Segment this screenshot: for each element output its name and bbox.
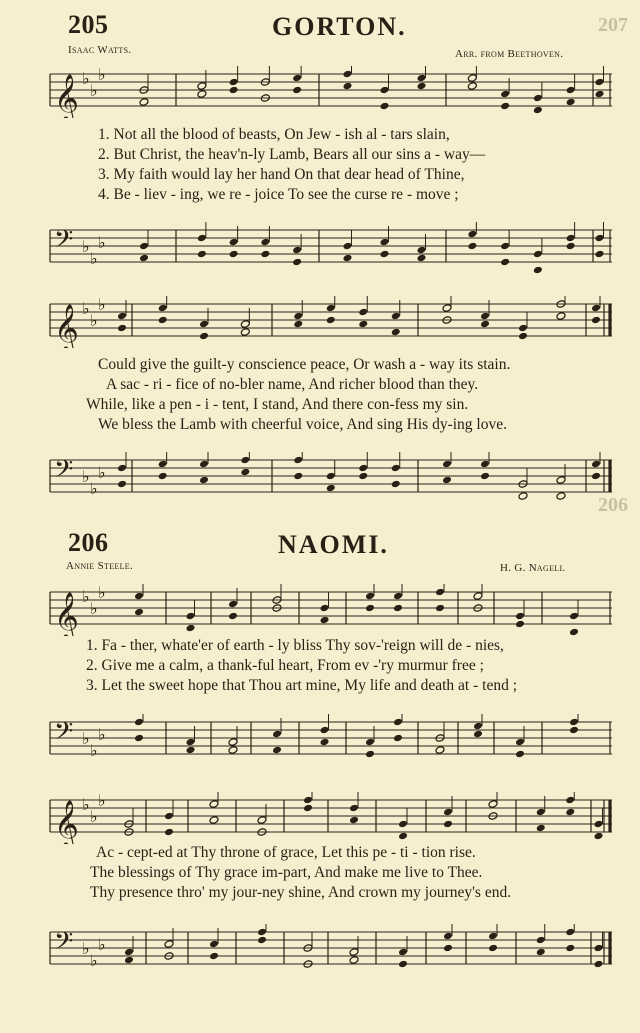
note-head — [199, 460, 209, 469]
flat-icon: ♭ — [90, 951, 98, 970]
note-head — [293, 320, 303, 329]
note-head — [435, 746, 445, 755]
hymn-206-s2-verse-2: The blessings of Thy grace im-part, And make me live to Thee. — [90, 864, 483, 881]
note-head — [349, 948, 359, 957]
note-head — [365, 738, 375, 747]
hymn-205-s2-verse-4: We bless the Lamb with cheerful voice, And sing His dy-ing love. — [98, 416, 507, 433]
note-head — [228, 746, 238, 755]
note-head — [326, 472, 336, 481]
note-head — [566, 234, 576, 243]
note-head — [240, 456, 250, 465]
hymn-206-s2-verse-1: Ac - cept-ed at Thy throne of grace, Let this pe - ti - tion rise. — [96, 844, 476, 861]
note-head — [260, 238, 270, 247]
note-head — [518, 324, 528, 333]
note-head — [272, 746, 282, 755]
hymn-206-s1-verse-2: 2. Give me a calm, a thank-ful heart, From ev -'ry murmur free ; — [86, 657, 484, 674]
note-head — [393, 734, 403, 743]
hymn-205-number: 205 — [68, 10, 109, 39]
note-head — [164, 940, 174, 949]
note-head — [240, 320, 250, 329]
flat-icon: ♭ — [90, 311, 98, 330]
note-head — [117, 324, 127, 333]
note-head — [158, 472, 168, 481]
note-head — [293, 312, 303, 321]
note-head — [467, 230, 477, 239]
note-head — [260, 250, 270, 259]
note-head — [500, 90, 510, 99]
note-head — [500, 258, 510, 267]
note-head — [365, 604, 375, 613]
note-head — [343, 254, 353, 263]
note-head — [326, 484, 336, 493]
note-head — [391, 312, 401, 321]
hymn-205-s1-verse-4: 4. Be - liev - ing, we re - joice To see the curse re - move ; — [98, 186, 459, 203]
note-head — [488, 800, 498, 809]
hymn-206-s1-verse-1: 1. Fa - ther, whate'er of earth - ly bliss Thy sov-'reign will de - nies, — [86, 637, 504, 654]
bass-staff-lines — [46, 924, 618, 976]
flat-icon: ♭ — [82, 795, 90, 814]
note-head — [124, 956, 134, 965]
note-head — [186, 738, 196, 747]
flat-icon: ♭ — [98, 296, 106, 314]
note-head — [536, 948, 546, 957]
hymn-206-system-1-treble — [46, 584, 618, 641]
flat-icon: ♭ — [90, 741, 98, 760]
note-head — [398, 820, 408, 829]
note-head — [380, 250, 390, 259]
note-head — [467, 242, 477, 251]
note-head — [556, 312, 566, 321]
note-head — [488, 944, 498, 953]
note-head — [480, 312, 490, 321]
note-head — [292, 246, 302, 255]
note-head — [158, 304, 168, 313]
note-head — [591, 472, 601, 481]
note-head — [467, 82, 477, 91]
note-head — [197, 90, 207, 99]
bleed-through-number-top: 207 — [598, 14, 628, 36]
hymn-205-s1-verse-1: 1. Not all the blood of beasts, On Jew - ish al - tars slain, — [98, 126, 450, 143]
note-head — [565, 928, 575, 937]
note-head — [565, 808, 575, 817]
note-head — [533, 266, 543, 274]
treble-staff-lines — [46, 584, 618, 636]
note-head — [518, 332, 528, 341]
note-head — [164, 828, 174, 837]
note-head — [443, 808, 453, 817]
note-head — [595, 234, 605, 243]
note-head — [398, 948, 408, 957]
note-head — [500, 102, 510, 111]
note-head — [139, 98, 149, 107]
note-head — [391, 328, 401, 337]
flat-icon: ♭ — [90, 479, 98, 498]
treble-clef-icon: 𝄞 — [54, 73, 79, 118]
treble-clef-icon: 𝄞 — [54, 799, 79, 844]
note-head — [380, 102, 390, 111]
note-head — [566, 242, 576, 251]
note-head — [303, 804, 313, 813]
note-head — [343, 82, 353, 91]
note-head — [199, 476, 209, 485]
note-head — [533, 94, 543, 103]
note-head — [164, 812, 174, 821]
note-head — [199, 320, 209, 329]
note-head — [595, 78, 605, 87]
bass-clef-icon: 𝄢 — [54, 717, 74, 752]
note-head — [594, 820, 604, 829]
note-head — [365, 750, 375, 759]
bass-clef-icon: 𝄢 — [54, 225, 74, 260]
note-head — [435, 604, 445, 613]
note-head — [326, 304, 336, 313]
note-head — [569, 612, 579, 621]
note-head — [417, 82, 427, 91]
treble-staff-lines — [46, 66, 618, 118]
note-head — [417, 246, 427, 255]
hymn-206-s2-verse-3: Thy presence thro' my jour-ney shine, And crown my journey's end. — [90, 884, 512, 901]
flat-icon: ♭ — [82, 237, 90, 256]
hymn-205-author: Isaac Watts. — [68, 44, 132, 56]
flat-icon: ♭ — [82, 587, 90, 606]
flat-icon: ♭ — [98, 463, 106, 482]
note-head — [398, 960, 408, 969]
flat-icon: ♭ — [82, 729, 90, 748]
hymn-206-system-2-treble — [46, 792, 618, 849]
note-head — [343, 70, 353, 79]
note-head — [240, 468, 250, 477]
bass-clef-icon: 𝄢 — [54, 455, 74, 490]
note-head — [380, 238, 390, 247]
hymn-206-system-2-bass — [46, 924, 618, 981]
note-head — [229, 86, 239, 95]
note-head — [533, 106, 543, 115]
note-head — [240, 328, 250, 337]
flat-icon: ♭ — [98, 792, 106, 810]
hymn-206-number: 206 — [68, 528, 109, 557]
note-head — [566, 98, 576, 107]
hymn-205-s2-verse-2: A sac - ri - fice of no-bler name, And richer blood than they. — [106, 376, 479, 393]
note-head — [515, 738, 525, 747]
note-head — [480, 472, 490, 481]
note-head — [518, 492, 528, 501]
note-head — [320, 604, 330, 613]
note-head — [380, 86, 390, 95]
note-head — [117, 312, 127, 321]
note-head — [393, 604, 403, 613]
note-head — [303, 796, 313, 805]
note-head — [139, 242, 149, 251]
hymn-205-system-2-bass — [46, 452, 618, 509]
treble-staff-lines — [46, 792, 618, 844]
note-head — [536, 936, 546, 945]
hymn-206-s1-verse-3: 3. Let the sweet hope that Thou art mine, My life and death at - tend ; — [86, 677, 518, 694]
hymn-205-s2-verse-3: While, like a pen - i - tent, I stand, And there con-fess my sin. — [86, 396, 469, 413]
bass-staff-lines — [46, 222, 618, 274]
note-head — [442, 460, 452, 469]
note-head — [209, 952, 219, 961]
note-head — [515, 620, 525, 629]
flat-icon: ♭ — [98, 233, 106, 252]
note-head — [228, 738, 238, 747]
note-head — [569, 628, 579, 636]
note-head — [566, 86, 576, 95]
bass-clef-icon: 𝄢 — [54, 927, 74, 962]
note-head — [417, 254, 427, 263]
note-head — [358, 472, 368, 481]
note-head — [134, 608, 144, 617]
note-head — [391, 480, 401, 489]
bleed-through-number-mid: 206 — [598, 494, 628, 516]
note-head — [473, 722, 483, 731]
flat-icon: ♭ — [90, 807, 98, 826]
note-head — [358, 320, 368, 329]
flat-icon: ♭ — [82, 939, 90, 958]
note-head — [358, 308, 368, 317]
treble-clef-icon: 𝄞 — [54, 591, 79, 636]
note-head — [117, 464, 127, 473]
note-head — [320, 616, 330, 625]
note-head — [197, 250, 207, 259]
hymn-206-system-1-bass — [46, 714, 618, 771]
hymn-205-title: GORTON. — [272, 12, 407, 41]
note-head — [358, 464, 368, 473]
note-head — [124, 948, 134, 957]
note-head — [209, 816, 219, 825]
note-head — [197, 82, 207, 91]
note-head — [158, 460, 168, 469]
note-head — [473, 592, 483, 601]
note-head — [197, 234, 207, 243]
note-head — [257, 816, 267, 825]
note-head — [595, 250, 605, 259]
note-head — [533, 250, 543, 259]
note-head — [569, 726, 579, 735]
note-head — [515, 612, 525, 621]
note-head — [595, 90, 605, 99]
hymn-206-title: NAOMI. — [278, 530, 389, 559]
note-head — [158, 316, 168, 325]
hymn-206-composer: H. G. Nageli. — [500, 562, 566, 574]
hymn-205-s1-verse-2: 2. But Christ, the heav'n-ly Lamb, Bears all our sins a - way— — [98, 146, 486, 163]
treble-staff-lines — [46, 296, 618, 348]
note-head — [186, 746, 196, 755]
note-head — [229, 250, 239, 259]
note-head — [365, 592, 375, 601]
note-head — [349, 804, 359, 813]
note-head — [594, 960, 604, 969]
note-head — [228, 612, 238, 621]
note-head — [139, 254, 149, 263]
note-head — [186, 612, 196, 621]
note-head — [435, 588, 445, 597]
flat-icon: ♭ — [98, 725, 106, 744]
hymn-205-s1-verse-3: 3. My faith would lay her hand On that dear head of Thine, — [98, 166, 465, 183]
note-head — [594, 832, 604, 841]
note-head — [442, 476, 452, 485]
note-head — [186, 624, 196, 633]
note-head — [293, 456, 303, 465]
note-head — [536, 824, 546, 833]
note-head — [500, 242, 510, 251]
note-head — [467, 74, 477, 83]
note-head — [391, 464, 401, 473]
note-head — [272, 730, 282, 739]
note-head — [556, 476, 566, 485]
note-head — [292, 74, 302, 83]
hymn-205-system-1-bass — [46, 222, 618, 279]
note-head — [343, 242, 353, 251]
note-head — [480, 320, 490, 329]
note-head — [442, 304, 452, 313]
note-head — [229, 238, 239, 247]
note-head — [134, 592, 144, 601]
note-head — [292, 86, 302, 95]
note-head — [292, 258, 302, 267]
note-head — [443, 932, 453, 941]
note-head — [488, 932, 498, 941]
flat-icon: ♭ — [90, 249, 98, 268]
flat-icon: ♭ — [90, 599, 98, 618]
note-head — [417, 74, 427, 83]
bass-staff-lines — [46, 452, 618, 504]
note-head — [591, 460, 601, 469]
flat-icon: ♭ — [98, 935, 106, 954]
note-head — [349, 816, 359, 825]
note-head — [199, 332, 209, 341]
note-head — [117, 480, 127, 489]
note-head — [393, 592, 403, 601]
note-head — [326, 316, 336, 325]
flat-icon: ♭ — [90, 81, 98, 100]
hymn-205-system-2-treble — [46, 296, 618, 353]
note-head — [134, 734, 144, 743]
hymn-205-composer: Arr. from Beethoven. — [455, 48, 564, 60]
note-head — [565, 944, 575, 953]
note-head — [293, 472, 303, 481]
flat-icon: ♭ — [98, 584, 106, 602]
note-head — [228, 600, 238, 609]
hymn-205-system-1-treble — [46, 66, 618, 123]
note-head — [320, 738, 330, 747]
note-head — [257, 936, 267, 945]
note-head — [443, 820, 453, 829]
note-head — [257, 928, 267, 937]
note-head — [393, 718, 403, 727]
note-head — [443, 944, 453, 953]
note-head — [569, 718, 579, 727]
note-head — [556, 492, 566, 501]
bass-staff-lines — [46, 714, 618, 766]
note-head — [594, 944, 604, 953]
flat-icon: ♭ — [82, 69, 90, 88]
note-head — [209, 800, 219, 809]
flat-icon: ♭ — [82, 467, 90, 486]
note-head — [565, 796, 575, 805]
note-head — [349, 956, 359, 965]
note-head — [209, 940, 219, 949]
flat-icon: ♭ — [98, 66, 106, 84]
treble-clef-icon: 𝄞 — [54, 303, 79, 348]
note-head — [398, 832, 408, 841]
hymn-206-author: Annie Steele. — [66, 560, 134, 572]
note-head — [320, 726, 330, 735]
note-head — [134, 718, 144, 727]
note-head — [480, 460, 490, 469]
hymn-205-s2-verse-1: Could give the guilt-y conscience peace, Or wash a - way its stain. — [98, 356, 511, 373]
note-head — [473, 730, 483, 739]
flat-icon: ♭ — [82, 299, 90, 318]
note-head — [515, 750, 525, 759]
note-head — [229, 78, 239, 87]
note-head — [536, 808, 546, 817]
note-head — [591, 304, 601, 313]
note-head — [591, 316, 601, 325]
